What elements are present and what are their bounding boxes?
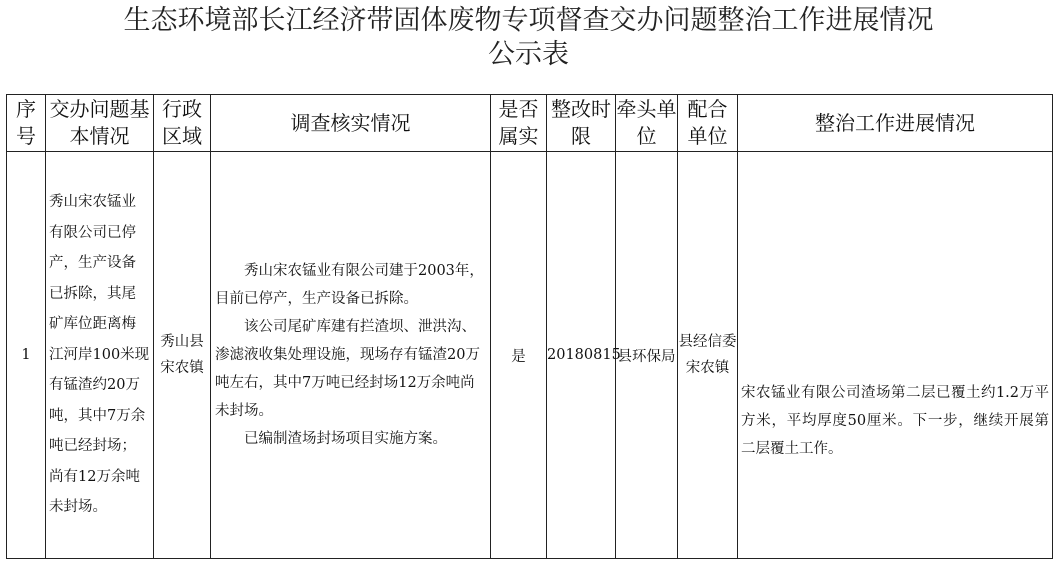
header-coop: 配合单位 xyxy=(678,95,738,152)
cell-confirmed: 是 xyxy=(491,152,547,559)
header-deadline: 整改时限 xyxy=(547,95,616,152)
table-row xyxy=(7,152,1053,559)
investigation-paragraph-1: 秀山宋农锰业有限公司建于2003年，目前已停产，生产设备已拆除。 xyxy=(215,263,484,307)
investigation-paragraph-2: 该公司尾矿库建有拦渣坝、泄洪沟、渗滤液收集处理设施，现场存有锰渣20万吨左右，其中7万吨已经封场12万余吨尚未封场。 xyxy=(215,319,480,419)
title-line-1: 生态环境部长江经济带固体废物专项督查交办问题整治工作进展情况 xyxy=(123,5,934,36)
cell-region: 秀山县宋农镇 xyxy=(154,152,211,559)
header-region: 行政区域 xyxy=(154,95,211,152)
progress-text: 宋农锰业有限公司渣场第二层已覆土约1.2万平方米，平均厚度50厘米。下一步，继续开展第二层覆土工作。 xyxy=(741,385,1049,457)
cell-seq: 1 xyxy=(7,152,46,559)
header-lead: 牵头单位 xyxy=(616,95,678,152)
table-header-row xyxy=(7,95,1053,152)
cell-investigation xyxy=(211,152,491,559)
title-line-2: 公示表 xyxy=(488,39,569,70)
cell-deadline: 20180815 xyxy=(547,152,616,559)
cell-progress xyxy=(738,152,1053,559)
header-progress: 整治工作进展情况 xyxy=(738,95,1053,152)
cell-lead: 县环保局 xyxy=(616,152,678,559)
page-title xyxy=(0,4,1057,72)
header-issue: 交办问题基本情况 xyxy=(46,95,154,152)
cell-issue: 秀山宋农锰业有限公司已停产，生产设备已拆除，其尾矿库位距离梅江河岸100米现有锰渣约20万吨，其中7万余吨已经封场；尚有12万余吨未封场。 xyxy=(46,152,154,559)
investigation-paragraph-3: 已编制渣场封场项目实施方案。 xyxy=(244,431,447,447)
header-investigation: 调查核实情况 xyxy=(211,95,491,152)
progress-table xyxy=(6,94,1053,559)
header-confirmed: 是否属实 xyxy=(491,95,547,152)
cell-coop: 县经信委宋农镇 xyxy=(678,152,738,559)
header-seq: 序号 xyxy=(7,95,46,152)
